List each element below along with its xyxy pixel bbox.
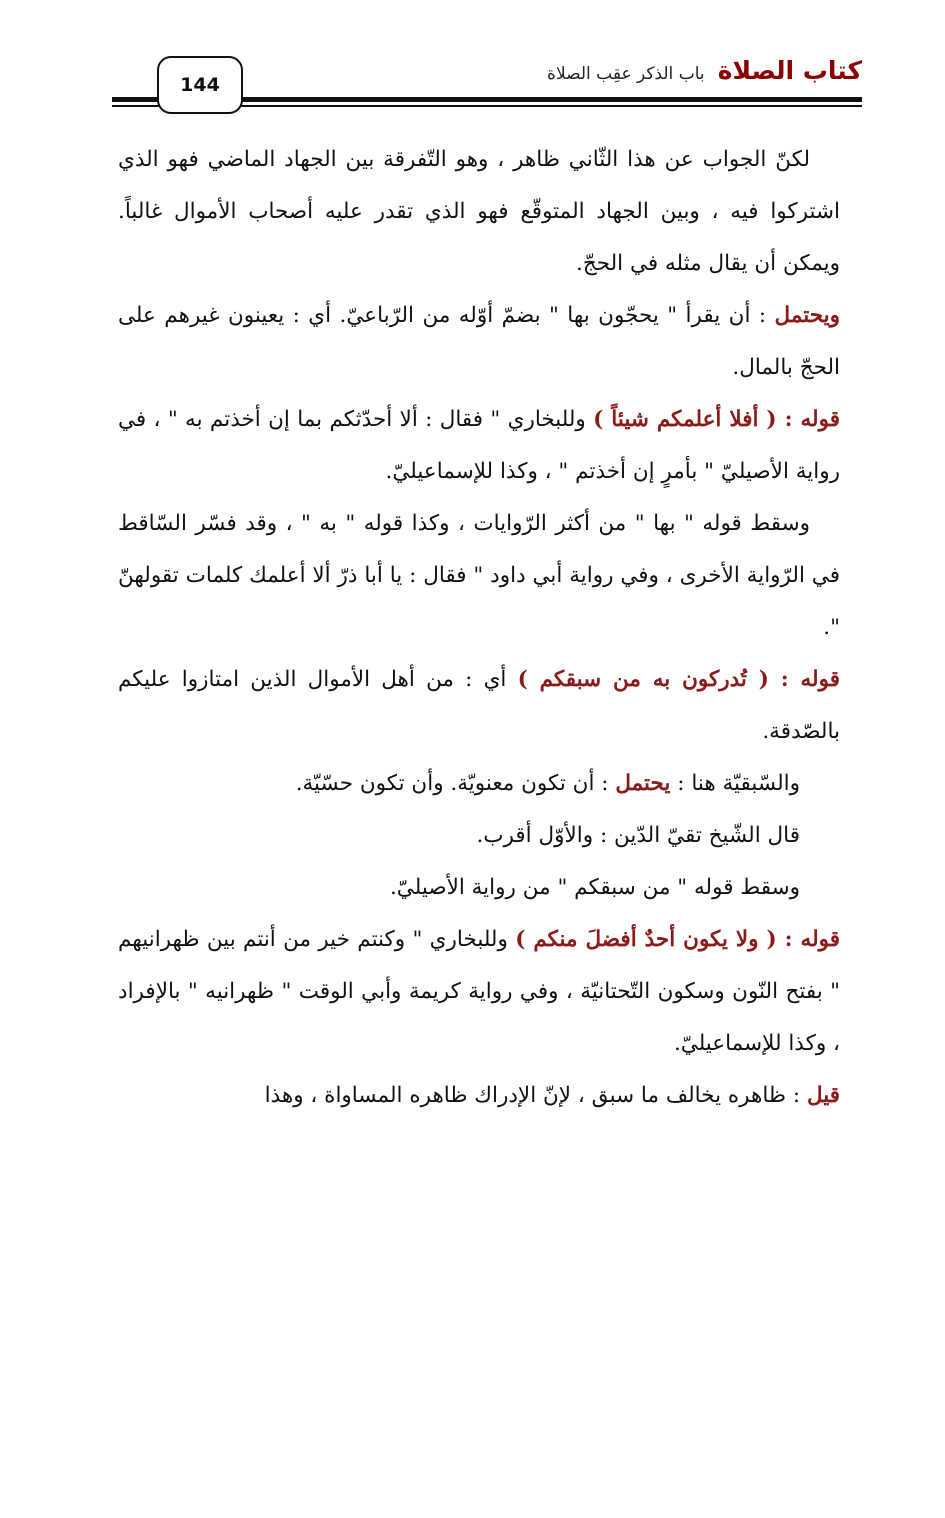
paragraph-10 <box>118 1070 840 1122</box>
page-number-badge: 144 <box>157 56 243 114</box>
book-title: كتاب الصلاة <box>717 56 862 85</box>
paragraph-10-lead: قيل <box>806 1083 840 1108</box>
running-title <box>547 56 862 85</box>
paragraph-9-text: وللبخاري " وكنتم خير من أنتم بين ظهرانيهم " بفتح النّون وسكون التّحتانيّة ، وفي رواية كريمة وأبي الوقت " ظهرانيه " بالإفراد ، وكذا للإسماعيليّ. <box>118 927 840 1056</box>
paragraph-7: قال الشّيخ تقيّ الدّين : والأوّل أقرب. <box>476 823 800 848</box>
chapter-title: باب الذكر عقِب الصلاة <box>547 64 705 84</box>
paragraph-2 <box>118 290 840 394</box>
paragraph-6-text: : أن تكون معنويّة. وأن تكون حسّيّة. <box>295 771 616 796</box>
page-body <box>118 134 840 1122</box>
paragraph-1: لكنّ الجواب عن هذا الثّاني ظاهر ، وهو التّفرقة بين الجهاد الماضي فهو الذي اشتركوا فيه ، وبين الجهاد المتوقّع فهو الذي تقدر عليه أصحاب الأموال غالباً. ويمكن أن يقال مثله في الحجّ. <box>118 147 840 276</box>
paragraph-3 <box>118 394 840 498</box>
paragraph-8: وسقط قوله " من سبقكم " من رواية الأصيليّ. <box>389 875 800 900</box>
page-header <box>112 52 862 112</box>
paragraph-9 <box>118 914 840 1070</box>
paragraph-2-text: : أن يقرأ " يحجّون بها " بضمّ أوّله من الرّباعيّ. أي : يعينون غيرهم على الحجّ بالمال. <box>118 303 840 380</box>
paragraph-10-text: : ظاهره يخالف ما سبق ، لإنّ الإدراك ظاهره المساواة ، وهذا <box>264 1083 807 1108</box>
paragraph-4: وسقط قوله " بها " من أكثر الرّوايات ، وكذا قوله " به " ، وقد فسّر السّاقط في الرّواية الأخرى ، وفي رواية أبي داود " فقال : يا أبا ذرّ ألا أعلمك كلمات تقولهنّ ". <box>118 511 840 640</box>
paragraph-3-lead: قوله : ( أفلا أعلمكم شيئاً ) <box>593 407 840 432</box>
paragraph-3-text: وللبخاري " فقال : ألا أحدّثكم بما إن أخذتم به " ، في رواية الأصيليّ " بأمرٍ إن أخذتم " ، وكذا للإسماعيليّ. <box>118 407 840 484</box>
paragraph-5 <box>118 654 840 758</box>
paragraph-5-text: أي : من أهل الأموال الذين امتازوا عليكم بالصّدقة. <box>118 667 840 744</box>
paragraph-6-pre: والسّبقيّة هنا : <box>670 771 800 796</box>
paragraph-6 <box>118 758 840 810</box>
paragraph-6-lead: يحتمل <box>615 771 671 796</box>
paragraph-2-lead: ويحتمل <box>774 303 840 328</box>
paragraph-5-lead: قوله : ( تُدركون به من سبقكم ) <box>517 667 840 692</box>
paragraph-9-lead: قوله : ( ولا يكون أحدٌ أفضلَ منكم ) <box>515 927 840 952</box>
